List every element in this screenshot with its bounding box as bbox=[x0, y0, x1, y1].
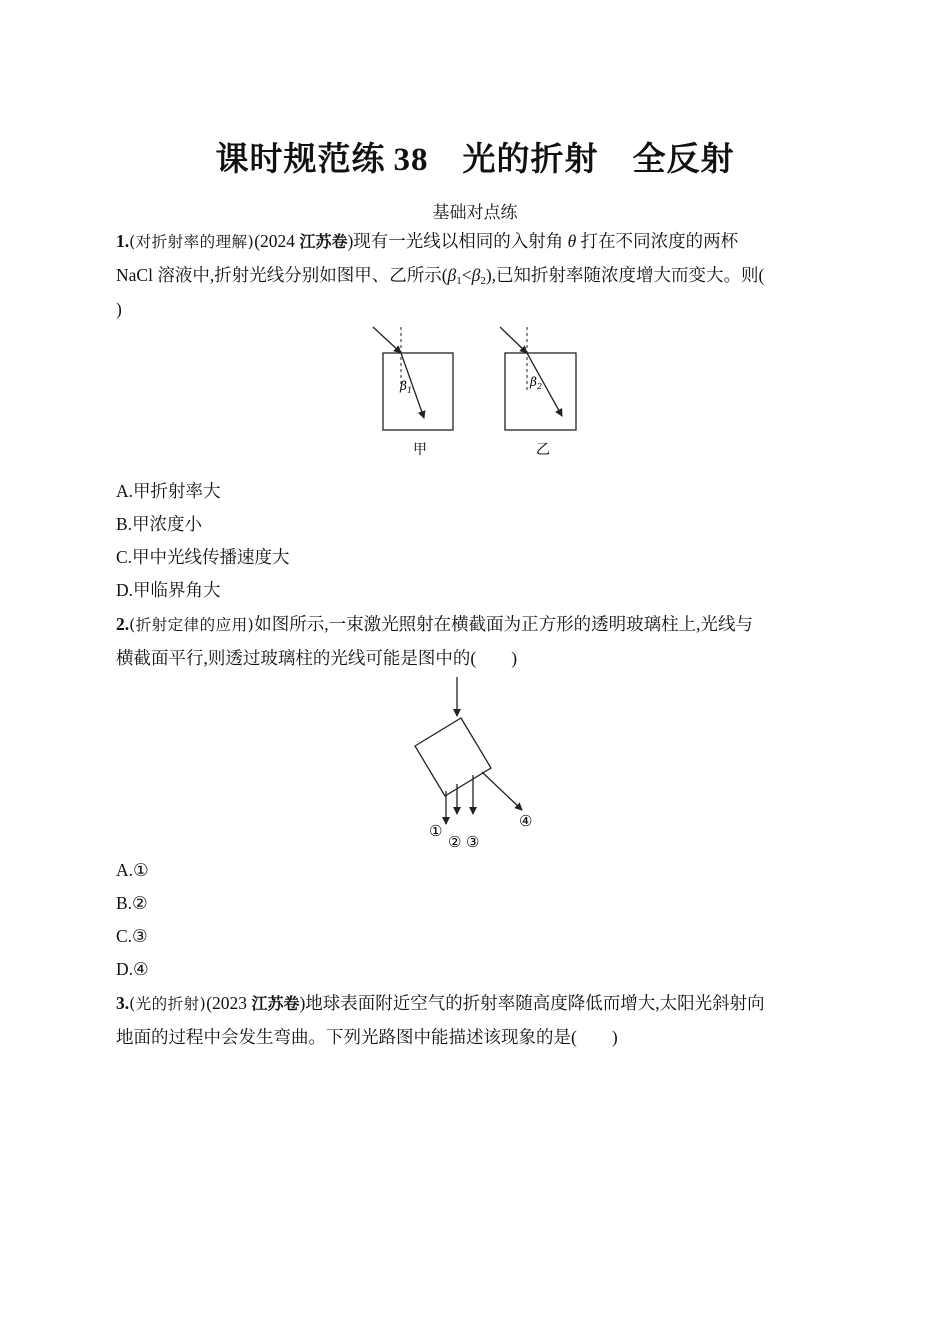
label-jia: 甲 bbox=[413, 442, 427, 458]
section-heading: 基础对点练 bbox=[432, 203, 518, 223]
label-1: ① bbox=[429, 822, 443, 840]
q3-line2: 地面的过程中会发生弯曲。下列光路图中能描述该现象的是( ) bbox=[116, 1027, 618, 1047]
incident-ray-b bbox=[500, 327, 527, 353]
q1-line2: NaCl 溶液中,折射光线分别如图甲、乙所示$(\beta_1<\beta_2)$,已知折射率随浓度增大而变大。则( bbox=[116, 265, 765, 287]
q1-line3: ) bbox=[116, 299, 122, 319]
q1-option-d: D.甲临界角大 bbox=[116, 580, 221, 600]
q1-option-a: A.甲折射率大 bbox=[116, 481, 221, 501]
q2-line2: 横截面平行,则透过玻璃柱的光线可能是图中的( ) bbox=[116, 648, 518, 668]
q2-option-b: B.② bbox=[116, 893, 148, 913]
label-3: ③ bbox=[466, 833, 480, 851]
solution-b-box bbox=[505, 353, 576, 430]
incident-ray-a bbox=[373, 327, 401, 353]
label-yi: 乙 bbox=[536, 442, 550, 458]
q2-option-d: D.④ bbox=[116, 959, 149, 979]
q1-figure bbox=[360, 320, 600, 465]
q1-option-c: C.甲中光线传播速度大 bbox=[116, 547, 290, 567]
q2-figure bbox=[400, 672, 550, 852]
beta2-label: $\beta_2$ bbox=[530, 375, 543, 391]
q2-option-c: C.③ bbox=[116, 926, 148, 946]
label-2: ② bbox=[448, 833, 462, 851]
page-title: 课时规范练 38 光的折射 全反射 bbox=[215, 139, 735, 178]
ray-4 bbox=[482, 772, 522, 810]
glass-square bbox=[415, 718, 491, 796]
q1-line1: 1.(对折射率的理解)(2024 江苏卷)现有一光线以相同的入射角 θ 打在不同浓度的两杯 bbox=[116, 231, 739, 251]
solution-a-box bbox=[383, 353, 453, 430]
q3-line1: 3.(光的折射)(2023 江苏卷)地球表面附近空气的折射率随高度降低而增大,太阳光斜射向 bbox=[116, 993, 765, 1013]
label-4: ④ bbox=[519, 812, 533, 830]
q2-option-a: A.① bbox=[116, 860, 149, 880]
beta1-label: $\beta_1$ bbox=[400, 379, 413, 395]
q2-line1: 2.(折射定律的应用)如图所示,一束激光照射在横截面为正方形的透明玻璃柱上,光线与 bbox=[116, 614, 753, 634]
q1-option-b: B.甲浓度小 bbox=[116, 514, 203, 534]
